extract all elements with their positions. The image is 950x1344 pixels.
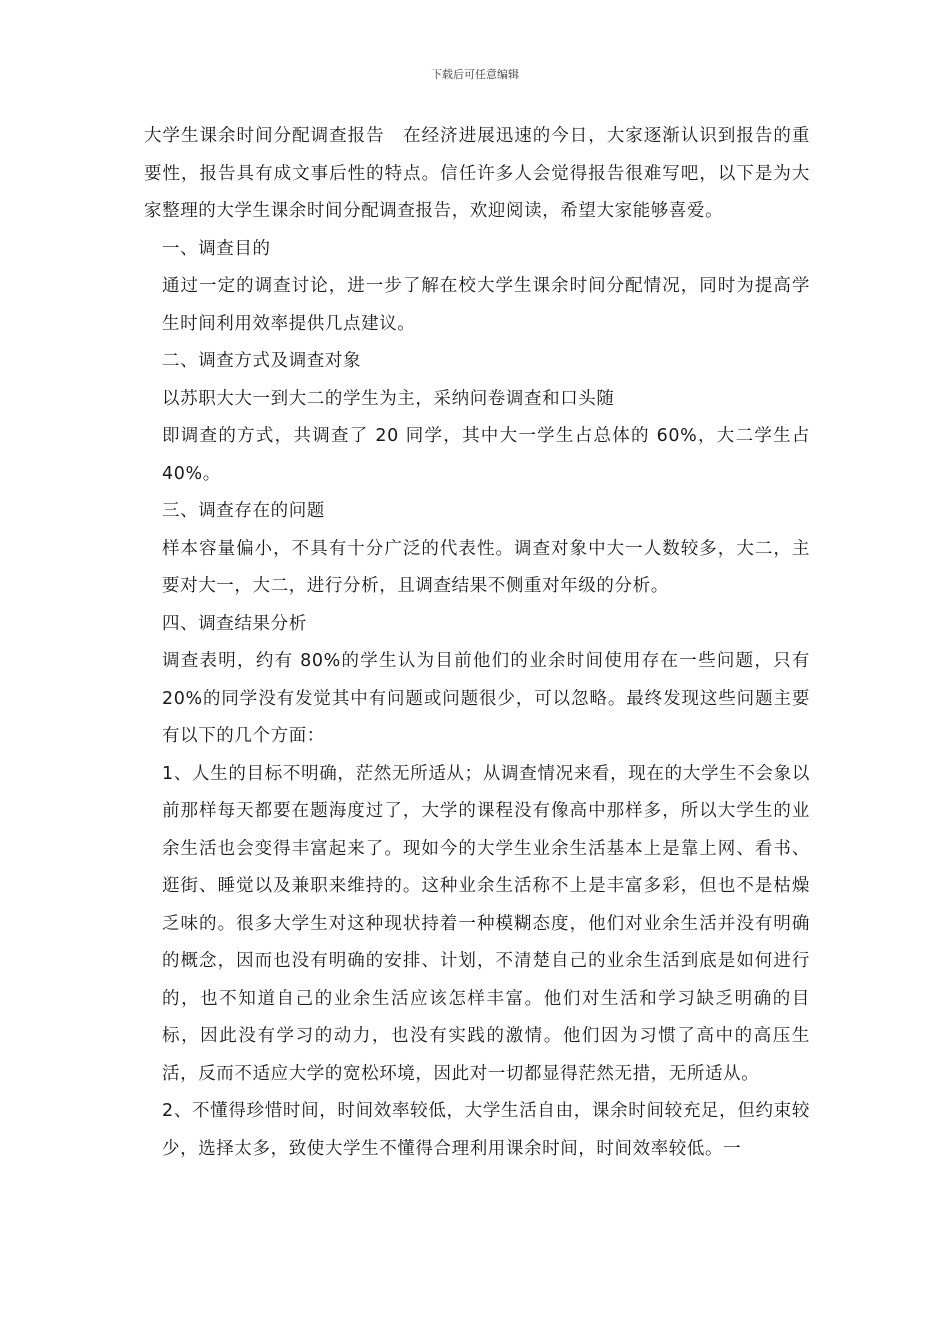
intro-paragraph: 大学生课余时间分配调查报告 在经济进展迅速的今日，大家逐渐认识到报告的重要性，报告具有成文事后性的特点。信任许多人会觉得报告很难写吧，以下是为大家整理的大学生课余时间分配调查报告，欢迎阅读，希望大家能够喜爱。 xyxy=(144,126,810,221)
section-heading-method: 二、调查方式及调查对象 xyxy=(162,351,362,371)
purpose-paragraph: 通过一定的调查讨论，进一步了解在校大学生课余时间分配情况，同时为提高学生时间利用效率提供几点建议。 xyxy=(162,276,810,334)
document-body xyxy=(144,118,810,1168)
section-heading-problems: 三、调查存在的问题 xyxy=(162,501,325,521)
section-heading-analysis: 四、调查结果分析 xyxy=(162,613,307,634)
analysis-paragraph: 调查表明，约有 80%的学生认为目前他们的业余时间使用存在一些问题，只有 20%的同学没有发觉其中有问题或问题很少，可以忽略。最终发现这些问题主要有以下的几个方面： xyxy=(162,651,810,746)
method-paragraph: 以苏职大大一到大二的学生为主，采纳问卷调查和口头随 xyxy=(162,388,615,409)
section-heading-purpose: 一、调查目的 xyxy=(162,238,271,259)
problems-paragraph: 样本容量偏小，不具有十分广泛的代表性。调查对象中大一人数较多，大二，主要对大一，大二，进行分析，且调查结果不侧重对年级的分析。 xyxy=(162,538,810,596)
header-note: 下载后可任意编辑 xyxy=(431,68,519,81)
method-paragraph-continued: 即调查的方式，共调查了 20 同学，其中大一学生占总体的 60%，大二学生占 40%。 xyxy=(162,426,810,484)
analysis-point-2: 2、不懂得珍惜时间，时间效率较低，大学生活自由，课余时间较充足，但约束较少，选择太多，致使大学生不懂得合理利用课余时间，时间效率较低。一 xyxy=(162,1101,810,1159)
analysis-point-1: 1、人生的目标不明确，茫然无所适从；从调查情况来看，现在的大学生不会象以前那样每天都要在题海度过了，大学的课程没有像高中那样多，所以大学生的业余生活也会变得丰富起来了。现如今的大学生业余生活基本上是靠上网、看书、逛街、睡觉以及兼职来维持的。这种业余生活称不上是丰富多彩，但也不是枯燥乏味的。很多大学生对这种现状持着一种模糊态度，他们对业余生活并没有明确的概念，因而也没有明确的安排、计划，不清楚自己的业余生活到底是如何进行的，也不知道自己的业余生活应该怎样丰富。他们对生活和学习缺乏明确的目标，因此没有学习的动力，也没有实践的激情。他们因为习惯了高中的高压生活，反而不适应大学的宽松环境，因此对一切都显得茫然无措，无所适从。 xyxy=(162,763,810,1084)
